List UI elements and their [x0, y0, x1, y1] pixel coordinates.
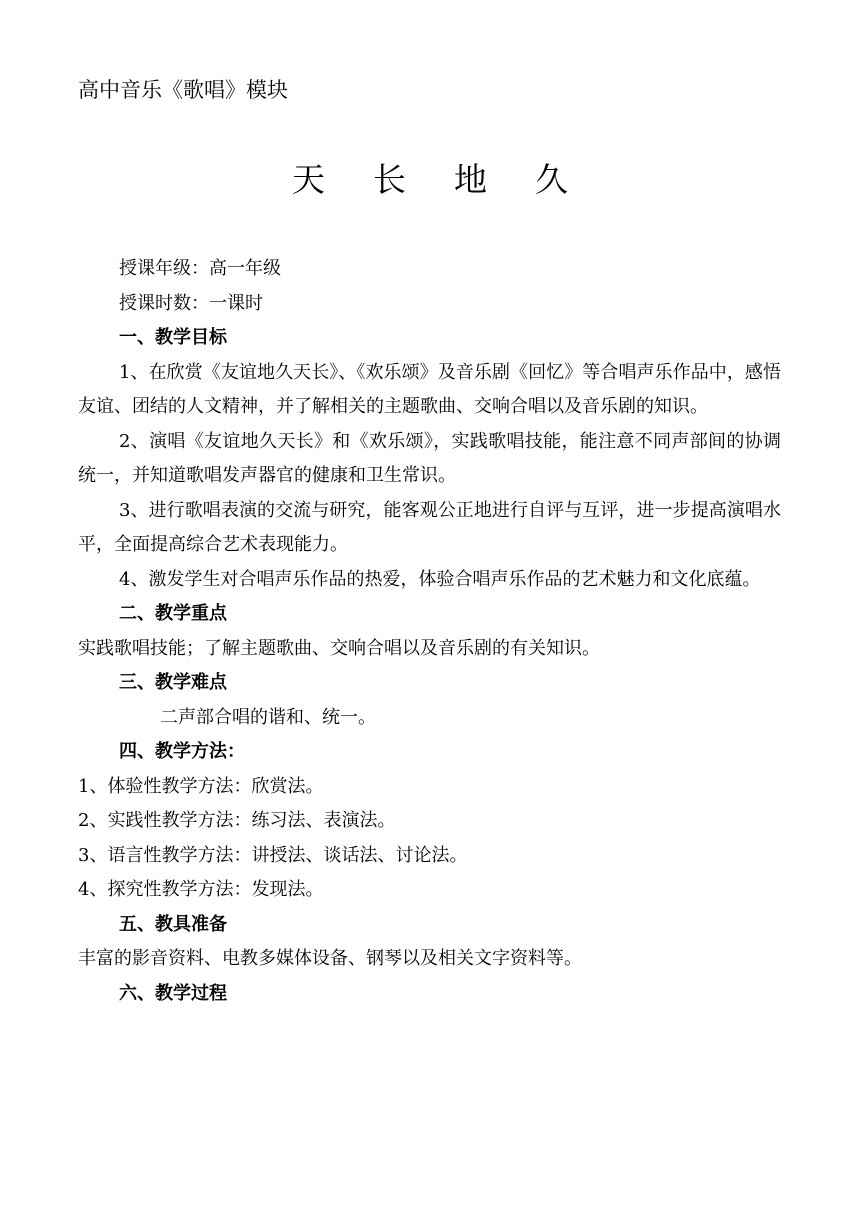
method-item: 1、体验性教学方法：欣赏法。	[78, 775, 324, 797]
title-char: 久	[535, 160, 568, 199]
materials-text: 丰富的影音资料、电教多媒体设备、钢琴以及相关文字资料等。	[78, 948, 582, 969]
materials-heading: 五、教具准备	[119, 913, 227, 935]
document-body	[78, 252, 781, 1011]
goal-item: 2、演唱《友谊地久天长》和《欢乐颂》，实践歌唱技能，能注意不同声部间的协调统一，并知道歌唱发声器官的健康和卫生常识。	[78, 430, 781, 486]
methods-heading: 四、教学方法：	[119, 741, 245, 762]
process-heading: 六、教学过程	[119, 982, 227, 1004]
method-item: 2、实践性教学方法：练习法、表演法。	[78, 810, 396, 831]
title-char: 地	[454, 160, 487, 199]
method-item: 3、语言性教学方法：讲授法、谈话法、讨论法。	[78, 844, 468, 866]
goals-heading: 一、教学目标	[119, 327, 227, 348]
hours-line: 授课时数：一课时	[119, 292, 263, 314]
key-points-heading: 二、教学重点	[119, 603, 227, 624]
difficulties-heading: 三、教学难点	[119, 672, 227, 693]
module-header: 高中音乐《歌唱》模块	[78, 78, 288, 102]
difficulties-text: 二声部合唱的谐和、统一。	[160, 706, 376, 728]
goal-item: 1、在欣赏《友谊地久天长》、《欢乐颂》及音乐剧《回忆》等合唱声乐作品中，感悟友谊、团结的人文精神，并了解相关的主题歌曲、交响合唱以及音乐剧的知识。	[78, 361, 781, 417]
goal-item: 4、激发学生对合唱声乐作品的热爱，体验合唱声乐作品的艺术魅力和文化底蕴。	[119, 568, 761, 590]
title-char: 天	[292, 160, 325, 199]
goal-item: 3、进行歌唱表演的交流与研究，能客观公正地进行自评与互评，进一步提高演唱水平，全面提高综合艺术表现能力。	[78, 499, 781, 555]
grade-line: 授课年级：高一年级	[119, 258, 281, 279]
title-char: 长	[373, 160, 406, 199]
method-item: 4、探究性教学方法：发现法。	[78, 879, 324, 900]
lesson-title	[0, 158, 860, 202]
key-points-text: 实践歌唱技能；了解主题歌曲、交响合唱以及音乐剧的有关知识。	[78, 637, 600, 659]
